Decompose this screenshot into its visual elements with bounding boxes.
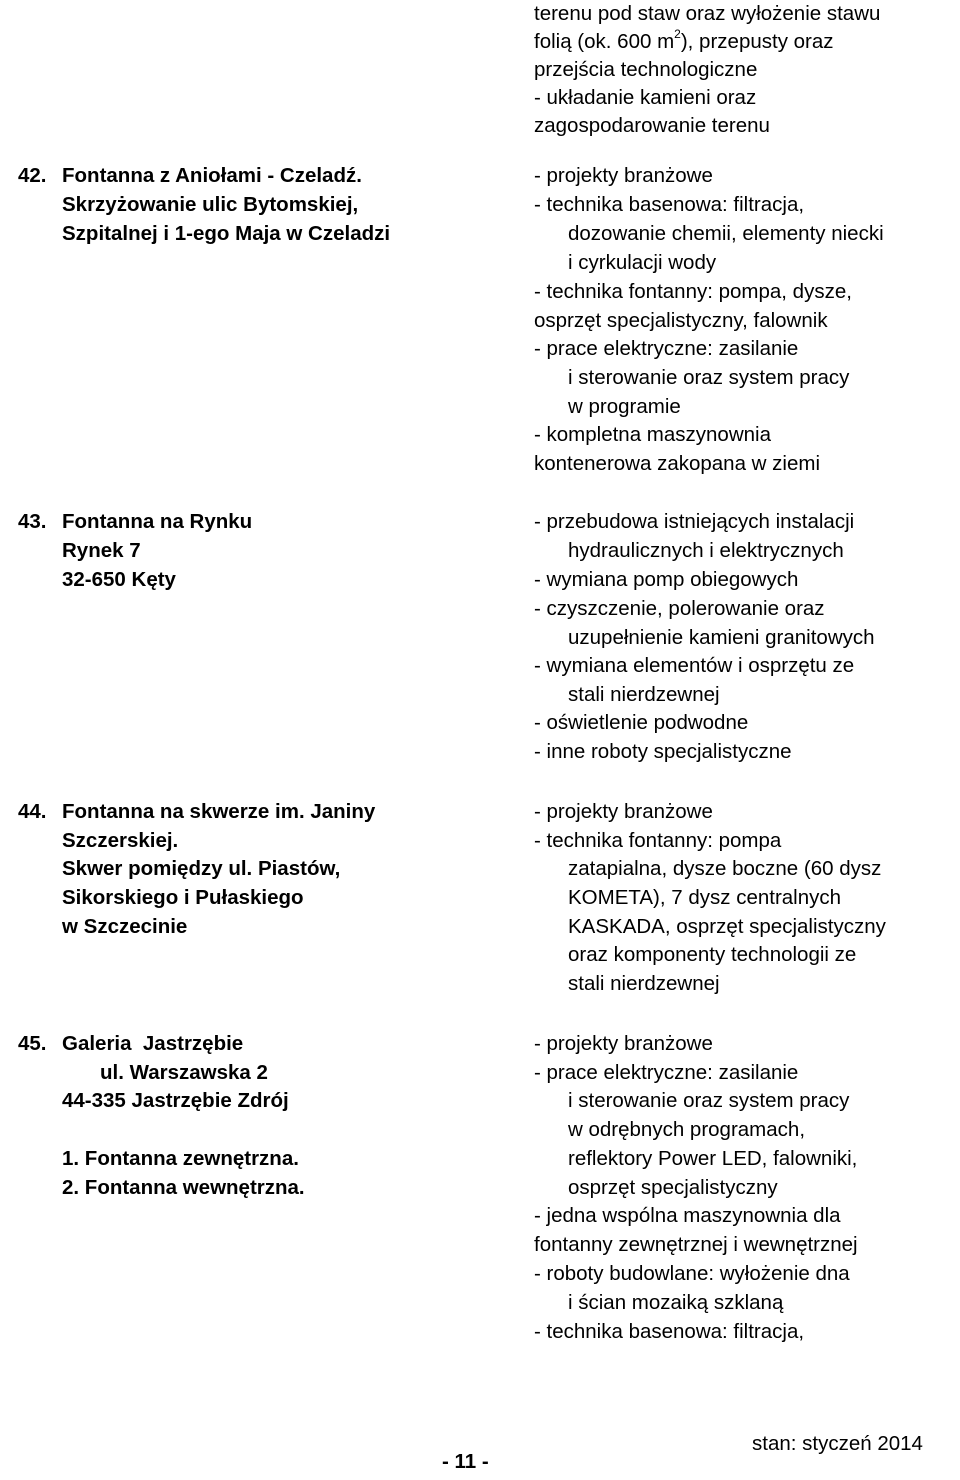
continuation-line — [534, 28, 834, 57]
scope-line: stali nierdzewnej — [568, 972, 720, 995]
scope-line: stali nierdzewnej — [568, 683, 720, 706]
scope-line: - wymiana pomp obiegowych — [534, 568, 799, 591]
continuation-line: terenu pod staw oraz wyłożenie stawu — [534, 2, 881, 25]
scope-line: - oświetlenie podwodne — [534, 711, 749, 734]
scope-line: - technika basenowa: filtracja, — [534, 1320, 805, 1343]
scope-line: osprzęt specjalistyczny — [568, 1176, 778, 1199]
scope-line: kontenerowa zakopana w ziemi — [534, 452, 821, 475]
entry-number: 42. — [18, 164, 47, 187]
scope-line: - prace elektryczne: zasilanie — [534, 337, 799, 360]
scope-line: - projekty branżowe — [534, 164, 713, 187]
scope-line: - czyszczenie, polerowanie oraz — [534, 597, 825, 620]
scope-line: w programie — [568, 395, 681, 418]
scope-line: hydraulicznych i elektrycznych — [568, 539, 844, 562]
scope-line: i sterowanie oraz system pracy — [568, 1089, 850, 1112]
entry-title-line: Rynek 7 — [62, 539, 141, 562]
continuation-line: zagospodarowanie terenu — [534, 114, 770, 137]
scope-line: i cyrkulacji wody — [568, 251, 717, 274]
scope-line: - prace elektryczne: zasilanie — [534, 1061, 799, 1084]
entry-title-line: Skwer pomiędzy ul. Piastów, — [62, 857, 341, 880]
scope-line: reflektory Power LED, falowniki, — [568, 1147, 858, 1170]
scope-line: - wymiana elementów i osprzętu ze — [534, 654, 855, 677]
scope-line: - technika fontanny: pompa, dysze, — [534, 280, 852, 303]
continuation-text: ), przepusty oraz — [680, 30, 834, 53]
scope-line: - technika fontanny: pompa — [534, 829, 782, 852]
scope-line: - przebudowa istniejących instalacji — [534, 510, 855, 533]
entry-number: 45. — [18, 1032, 47, 1055]
entry-number: 44. — [18, 800, 47, 823]
entry-title-line: Skrzyżowanie ulic Bytomskiej, — [62, 193, 359, 216]
scope-line: - projekty branżowe — [534, 1032, 713, 1055]
scope-line: dozowanie chemii, elementy niecki — [568, 222, 884, 245]
scope-line: oraz komponenty technologii ze — [568, 943, 857, 966]
scope-line: zatapialna, dysze boczne (60 dysz — [568, 857, 882, 880]
scope-line: - jedna wspólna maszynownia dla — [534, 1204, 841, 1227]
scope-line: - projekty branżowe — [534, 800, 713, 823]
continuation-text: folią (ok. 600 m — [534, 30, 675, 53]
entry-title-line: Szpitalnej i 1-ego Maja w Czeladzi — [62, 222, 391, 245]
scope-line: i ścian mozaiką szklaną — [568, 1291, 784, 1314]
scope-line: osprzęt specjalistyczny, falownik — [534, 309, 828, 332]
scope-line: KOMETA), 7 dysz centralnych — [568, 886, 842, 909]
scope-line: fontanny zewnętrznej i wewnętrznej — [534, 1233, 858, 1256]
entry-title-line: Fontanna na Rynku — [62, 510, 253, 533]
entry-title-line: Szczerskiej. — [62, 829, 179, 852]
entry-title-line: w Szczecinie — [62, 915, 188, 938]
entry-number: 43. — [18, 510, 47, 533]
entry-title-line: Fontanna na skwerze im. Janiny — [62, 800, 376, 823]
scope-line: uzupełnienie kamieni granitowych — [568, 626, 875, 649]
entry-title-line: 44-335 Jastrzębie Zdrój — [62, 1089, 289, 1112]
scope-line: KASKADA, osprzęt specjalistyczny — [568, 915, 886, 938]
scope-line: - inne roboty specjalistyczne — [534, 740, 792, 763]
scope-line: - roboty budowlane: wyłożenie dna — [534, 1262, 850, 1285]
continuation-line: przejścia technologiczne — [534, 58, 758, 81]
continuation-line: - układanie kamieni oraz — [534, 86, 757, 109]
scope-line: w odrębnych programach, — [568, 1118, 806, 1141]
scope-line: - technika basenowa: filtracja, — [534, 193, 805, 216]
superscript: 2 — [674, 27, 681, 42]
scope-line: - kompletna maszynownia — [534, 423, 771, 446]
entry-title-line: 1. Fontanna zewnętrzna. — [62, 1147, 299, 1170]
status-date: stan: styczeń 2014 — [752, 1432, 923, 1455]
entry-title-line: Sikorskiego i Pułaskiego — [62, 886, 304, 909]
entry-title-line: ul. Warszawska 2 — [100, 1061, 268, 1084]
page-number: - 11 - — [442, 1450, 489, 1473]
entry-title-line: Fontanna z Aniołami - Czeladź. — [62, 164, 362, 187]
entry-title-line: 2. Fontanna wewnętrzna. — [62, 1176, 305, 1199]
entry-title-line: 32-650 Kęty — [62, 568, 176, 591]
scope-line: i sterowanie oraz system pracy — [568, 366, 850, 389]
entry-title-line: Galeria Jastrzębie — [62, 1032, 249, 1055]
